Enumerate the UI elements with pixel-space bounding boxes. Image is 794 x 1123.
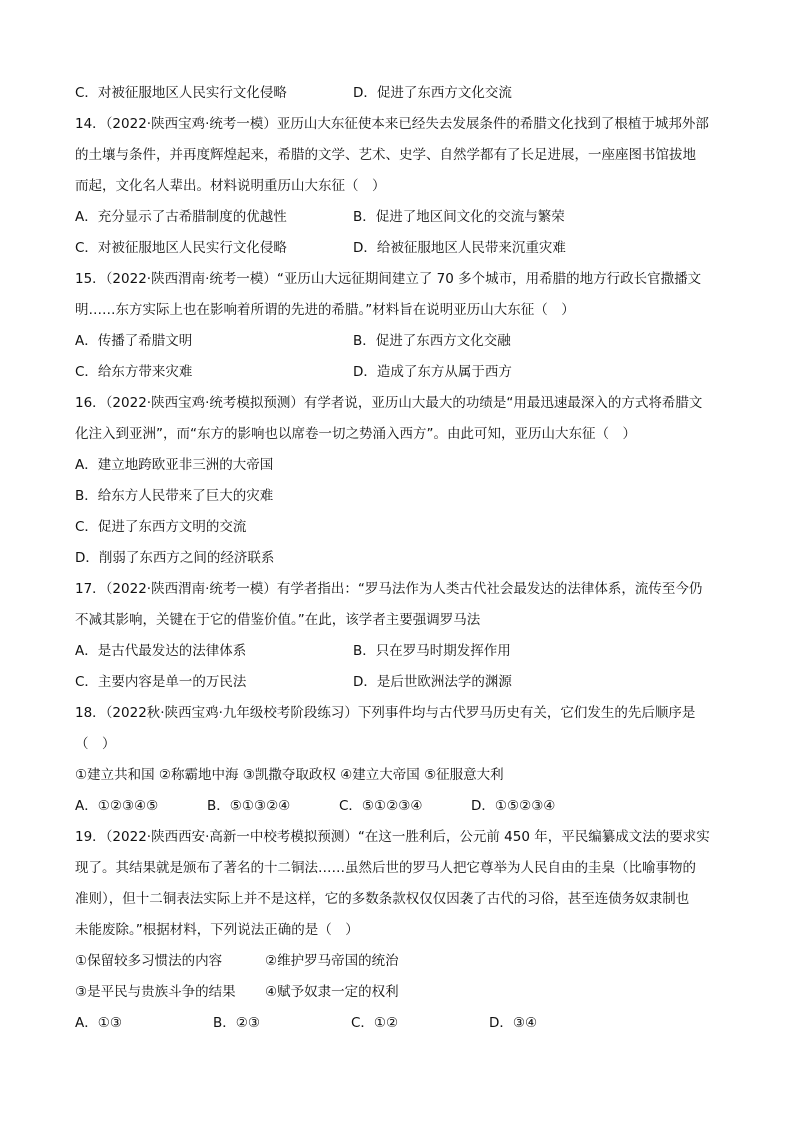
- q19-statement-1: ①保留较多习惯法的内容: [75, 953, 223, 969]
- q18-events-line: ①建立共和国 ②称霸地中海 ③凯撒夺取政权 ④建立大帝国 ⑤征服意大利: [75, 767, 504, 783]
- q19-statements-row-2: [75, 977, 725, 1008]
- q18-option-d: D．①⑤②③④: [471, 798, 556, 814]
- q15-stem-line-1: 15．（2022·陕西渭南·统考一模）“亚历山大远征期间建立了 70 多个城市，用希腊的地方行政长官撒播文: [75, 271, 702, 287]
- q16-option-d: D．削弱了东西方之间的经济联系: [75, 550, 275, 566]
- q19-statement-4: ④赋予奴隶一定的权利: [265, 984, 399, 1000]
- q14-option-d: D．给被征服地区人民带来沉重灾难: [353, 240, 566, 256]
- q13-option-d: D．促进了东西方文化交流: [353, 85, 512, 101]
- q14-stem-line-1: 14．（2022·陕西宝鸡·统考一模）亚历山大东征使本来已经失去发展条件的希腊文化找到了根植于城邦外部: [75, 116, 709, 132]
- q17-stem-line-1: 17．（2022·陕西渭南·统考一模）有学者指出：“罗马法作为人类古代社会最发达的法律体系，流传至今仍: [75, 581, 703, 597]
- q19-stem-line-2: 现了。其结果就是颁布了著名的十二铜法……虽然后世的罗马人把它尊举为人民自由的圭臬（比喻事物的: [75, 860, 696, 876]
- q15-option-c: C．给东方带来灾难: [75, 364, 193, 380]
- q18-option-a: A．①②③④⑤: [75, 798, 159, 814]
- q17-option-a: A．是古代最发达的法律体系: [75, 643, 247, 659]
- q14-options-row-1: [75, 202, 725, 233]
- q17-options-row-1: [75, 636, 725, 667]
- q16-option-c: C．促进了东西方文明的交流: [75, 519, 247, 535]
- q18-option-b: B．⑤①③②④: [207, 798, 291, 814]
- q15-option-a: A．传播了希腊文明: [75, 333, 193, 349]
- q18-option-c: C．⑤①②③④: [339, 798, 423, 814]
- q19-stem-line-3: 准则），但十二铜表法实际上并不是这样，它的多数条款权仅仅因袭了古代的习俗，甚至连债务奴隶制也: [75, 891, 690, 907]
- q16-stem-line-1: 16．（2022·陕西宝鸡·统考模拟预测）有学者说，亚历山大最大的功绩是“用最迅速最深入的方式将希腊文: [75, 395, 703, 411]
- q13-option-c: C．对被征服地区人民实行文化侵略: [75, 85, 287, 101]
- q14-stem-line-3: 而起，文化名人辈出。材料说明重历山大东征（ ）: [75, 178, 386, 194]
- q19-option-a: A．①③: [75, 1015, 122, 1031]
- q16-option-a: A．建立地跨欧亚非三洲的大帝国: [75, 457, 274, 473]
- q19-options-row: [75, 1008, 725, 1039]
- q19-option-c: C．①②: [351, 1015, 399, 1031]
- q19-statement-2: ②维护罗马帝国的统治: [265, 953, 399, 969]
- q17-options-row-2: [75, 667, 725, 698]
- exam-page: [75, 78, 725, 1039]
- q13-options-row: [75, 78, 725, 109]
- q14-option-a: A．充分显示了古希腊制度的优越性: [75, 209, 287, 225]
- q17-option-b: B．只在罗马时期发挥作用: [353, 643, 511, 659]
- q19-stem-line-1: 19．（2022·陕西西安·高新一中校考模拟预测）“在这一胜利后，公元前 450 年，平民编纂成文法的要求实: [75, 829, 710, 845]
- q18-options-row: [75, 791, 725, 822]
- q17-option-d: D．是后世欧洲法学的渊源: [353, 674, 512, 690]
- q16-stem-line-2: 化注入到亚洲”，而“东方的影响也以席卷一切之势涌入西方”。由此可知，亚历山大东征（ ）: [75, 426, 636, 442]
- q14-option-b: B．促进了地区间文化的交流与繁荣: [353, 209, 565, 225]
- q15-option-d: D．造成了东方从属于西方: [353, 364, 512, 380]
- q19-statement-3: ③是平民与贵族斗争的结果: [75, 984, 236, 1000]
- q14-stem-line-2: 的土壤与条件，并再度辉煌起来，希腊的文学、艺术、史学、自然学都有了长足进展，一座座图书馆拔地: [75, 147, 696, 163]
- q18-stem-line-2: （ ）: [75, 736, 116, 752]
- q15-options-row-2: [75, 357, 725, 388]
- q15-stem-line-2: 明……东方实际上也在影响着所谓的先进的希腊。”材料旨在说明亚历山大东征（ ）: [75, 302, 575, 318]
- q19-stem-line-4: 未能废除。”根据材料，下列说法正确的是（ ）: [75, 922, 359, 938]
- q19-statements-row-1: [75, 946, 725, 977]
- q15-option-b: B．促进了东西方文化交融: [353, 333, 511, 349]
- q16-option-b: B．给东方人民带来了巨大的灾难: [75, 488, 274, 504]
- q18-stem-line-1: 18．（2022秋·陕西宝鸡·九年级校考阶段练习）下列事件均与古代罗马历史有关，它们发生的先后顺序是: [75, 705, 696, 721]
- q15-options-row-1: [75, 326, 725, 357]
- q19-option-d: D．③④: [489, 1015, 538, 1031]
- q17-stem-line-2: 不减其影响，关键在于它的借鉴价值。”在此，该学者主要强调罗马法: [75, 612, 481, 628]
- q17-option-c: C．主要内容是单一的万民法: [75, 674, 247, 690]
- q19-option-b: B．②③: [213, 1015, 260, 1031]
- q14-options-row-2: [75, 233, 725, 264]
- q14-option-c: C．对被征服地区人民实行文化侵略: [75, 240, 287, 256]
